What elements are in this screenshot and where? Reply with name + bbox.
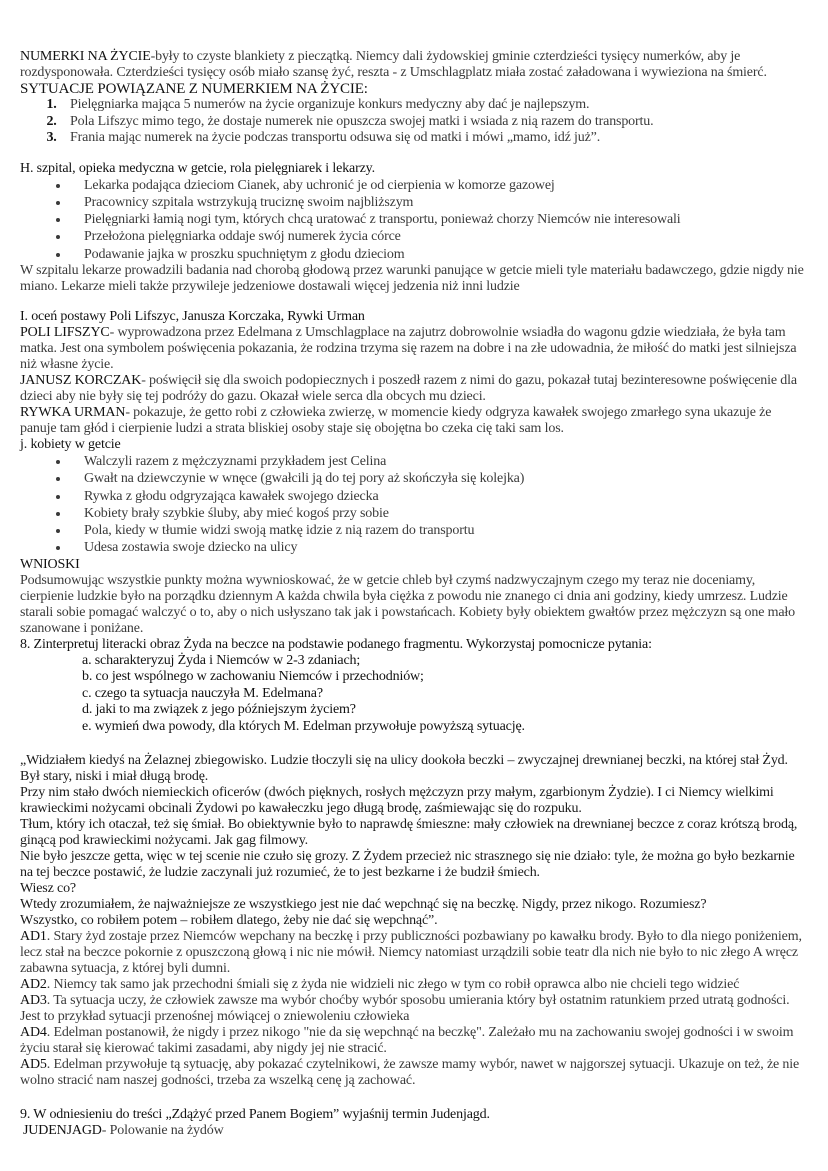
situations-heading: SYTUACJE POWIĄZANE Z NUMERKIEM NA ŻYCIE: [20, 81, 368, 97]
list-item: • Pola, kiedy w tłumie widzi swoją matkę idzie z nią razem do transportu [70, 522, 810, 539]
list-item: 1. Pielęgniarka mająca 5 numerów na życie organizuje konkurs medyczny aby dać je najlepszym. [60, 97, 810, 114]
quote-paragraph: Przy nim stało dwóch niemieckich oficerów (dwóch pięknych, rosłych mężczyzn przy małym, zgarbionym Żydzie). I ci Niemcy wielkimi krawieckimi nożycami obcinali Żydowi po kawałeczku jego długą brodę, zaśmiewając się do rozpuku. [20, 785, 774, 817]
list-item: • Gwałt na dziewczynie w wnęce (gwałcili ją do tej pory aż skończyła się kolejka) [70, 470, 810, 487]
quote-fragment [20, 753, 810, 929]
answer: AD2. Niemcy tak samo jak przechodni śmiali się z żyda nie widzieli nic złego w tym co robił oprawca albo nie chcieli tego widzieć [20, 977, 740, 993]
task-8-questions [20, 653, 810, 736]
question: c. czego ta sytuacja nauczyła M. Edelmana? [82, 685, 323, 701]
answer: AD3. Ta sytuacja uczy, że człowiek zawsze ma wybór choćby wybór sposobu umierania który był ostatnim ratunkiem przed utratą godności. Jest to przykład sytuacji przenośnej mówiącej o zniewoleniu człowieka [20, 993, 790, 1025]
answer: AD5. Edelman przywołuje tą sytuację, aby pokazać czytelnikowi, że zawsze mamy wybór, nawet w najgorszej sytuacji. Ukazuje on też, że nie wolno stracić nam naszej godności, trzeba za wszelką cenę ją zachować. [20, 1057, 800, 1089]
attitudes-heading: I. oceń postawy Poli Lifszyc, Janusza Korczaka, Rywki Urman [20, 308, 365, 324]
quote-paragraph: Wtedy zrozumiałem, że najważniejsze ze wszystkiego jest nie dać wepchnąć się na beczkę. Nigdy, przez nikogo. Rozumiesz? [20, 897, 707, 913]
list-item: 3. Frania mając numerek na życie podczas transportu odsuwa się od matki i mówi „mamo, idź już”. [60, 130, 810, 147]
hospital-paragraph: W szpitalu lekarze prowadzili badania nad chorobą głodową przez warunki panujące w getcie mieli tyle materiału badawczego, gdzie nigdy nie miano. Lekarze mieli także przywileje jedzeniowe dostawali więcej jedzenia niż inni ludzie [20, 262, 804, 294]
situations-list [20, 97, 810, 147]
list-item: • Udesa zostawia swoje dziecko na ulicy [70, 539, 810, 556]
women-heading: j. kobiety w getcie [20, 436, 121, 452]
list-item: • Walczyli razem z mężczyznami przykładem jest Celina [70, 453, 810, 470]
term-numerki: NUMERKI NA ŻYCIE [20, 49, 151, 64]
women-list [20, 453, 810, 557]
task-9-heading: 9. W odniesieniu do treści „Zdążyć przed Panem Bogiem” wyjaśnij termin Judenjagd. [20, 1107, 490, 1123]
numerki-definition: NUMERKI NA ŻYCIE-były to czyste blankiety z pieczątką. Niemcy dali żydowskiej gminie czterdzieści tysięcy numerków, aby je rozdysponowała. Czterdzieści tysięcy osób miało szansę żyć, reszta - z Umschlagplatz miała zostać załadowana i wywieziona na śmierć. [20, 49, 767, 80]
quote-paragraph: Nie było jeszcze getta, więc w tej scenie nie czuło się grozy. Z Żydem przecież nic strasznego się nie działo: tyle, że można go było bezkarnie na tej beczce postawić, że ludzie zaczynali już rozumieć, że to jest bezkarne i że budził śmiech. [20, 849, 795, 881]
conclusions-heading: WNIOSKI [20, 556, 80, 572]
question: a. scharakteryzuj Żyda i Niemców w 2-3 zdaniach; [82, 652, 361, 668]
answer: AD1. Stary żyd zostaje przez Niemców wepchany na beczkę i przy publiczności pozbawiany po kawałku brody. Było to dla niego poniżeniem, lecz stał na beczce pokornie z opuszczoną głową i nic nie mówił. Niemcy natomiast urządzili sobie teatr dla nich nie było to nic złego A wręcz zabawna sytuacja, z której byli dumni. [20, 929, 802, 977]
answers [20, 929, 810, 1089]
quote-paragraph: „Widziałem kiedyś na Żelaznej zbiegowisko. Ludzie tłoczyli się na ulicy dookoła beczki – zwyczajnej drewnianej beczki, na której stał Żyd. Był stary, niski i miał długą brodę. [20, 753, 788, 785]
question: b. co jest wspólnego w zachowaniu Niemców i przechodniów; [82, 669, 424, 685]
list-item: • Pielęgniarki łamią nogi tym, których chcą uratować z transportu, ponieważ chorzy Niemców nie interesowali [70, 211, 810, 228]
list-item: • Pracownicy szpitala wstrzykują truciznę swoim najbliższym [70, 194, 810, 211]
attitude-entry: JANUSZ KORCZAK- poświęcił się dla swoich podopiecznych i poszedł razem z nimi do gazu, pokazał tutaj bezinteresowne poświęcenie dla dzieci aby nie były się tej podróży do gazu. Okazał wiele serca dla obcych mu dzieci. [20, 372, 797, 404]
document-page [20, 49, 810, 1139]
list-item: 2. Pola Lifszyc mimo tego, że dostaje numerek nie opuszcza swojej matki i wsiada z nią razem do transportu. [60, 114, 810, 131]
list-item: • Podawanie jajka w proszku spuchniętym z głodu dzieciom [70, 246, 810, 263]
conclusions-paragraph: Podsumowując wszystkie punkty można wywnioskować, że w getcie chleb był czymś nadzwyczajnym czego my teraz nie doceniamy, cierpienie ludzkie było na porządku dziennym A każda chwila była ciężka z powodu nie znanego ci dnia ani godziny, kiedy umrzesz. Ludzie starali sobie pomagać walczyć o to, aby o nich usłyszano tak jak i powstańcach. Kobiety były obiektem gwałtów przez mężczyzn są one mało szanowane i poniżane. [20, 572, 796, 636]
question: d. jaki to ma związek z jego późniejszym życiem? [82, 702, 356, 718]
list-item: • Rywka z głodu odgryzająca kawałek swojego dziecka [70, 488, 810, 505]
question: e. wymień dwa powody, dla których M. Edelman przywołuje powyższą sytuację. [82, 718, 525, 734]
attitude-entry: RYWKA URMAN- pokazuje, że getto robi z człowieka zwierzę, w momencie kiedy odgryza kawałek swojego zmarłego syna ukazuje że panuje tam głód i cierpienie ludzi a strata bliskiej osoby staje się obojętna bo czeka cię taki sam los. [20, 404, 772, 436]
task-8-heading: 8. Zinterpretuj literacki obraz Żyda na beczce na podstawie podanego fragmentu. Wykorzystaj pomocnicze pytania: [20, 636, 652, 652]
answer: AD4. Edelman postanowił, że nigdy i przez nikogo "nie da się wepchnąć na beczkę". Zależało mu na zachowaniu swojej godności i w swoim życiu starał się kierować takimi zasadami, aby nigdy jej nie stracić. [20, 1025, 794, 1057]
hospital-list [20, 177, 810, 263]
list-item: • Przełożona pielęgniarka oddaje swój numerek życia córce [70, 228, 810, 245]
quote-paragraph: Wiesz co? [20, 881, 76, 897]
quote-paragraph: Wszystko, co robiłem potem – robiłem dlatego, żeby nie dać się wepchnąć”. [20, 913, 438, 929]
attitude-entry: POLI LIFSZYC- wyprowadzona przez Edelmana z Umschlagplace na zajutrz dobrowolnie wsiadła do wagonu gdzie wiedziała, że była tam matka. Jest ona symbolem poświęcenia pokazania, że rodzina trzyma się razem na dobre i na złe udowadnia, że miłość do matki jest silniejsza niż własne życie. [20, 324, 797, 372]
list-item: • Kobiety brały szybkie śluby, aby mieć kogoś przy sobie [70, 505, 810, 522]
quote-paragraph: Tłum, który ich otaczał, też się śmiał. Bo obiektywnie było to naprawdę śmieszne: mały człowiek na drewnianej beczce z coraz krótszą brodą, ginącą pod krawieckimi nożycami. Jak gag filmowy. [20, 817, 798, 849]
hospital-heading: H. szpital, opieka medyczna w getcie, rola pielęgniarek i lekarzy. [20, 160, 375, 176]
judenjagd-definition: JUDENJAGD- Polowanie na żydów [23, 1123, 224, 1139]
list-item: • Lekarka podająca dzieciom Cianek, aby uchronić je od cierpienia w komorze gazowej [70, 177, 810, 194]
